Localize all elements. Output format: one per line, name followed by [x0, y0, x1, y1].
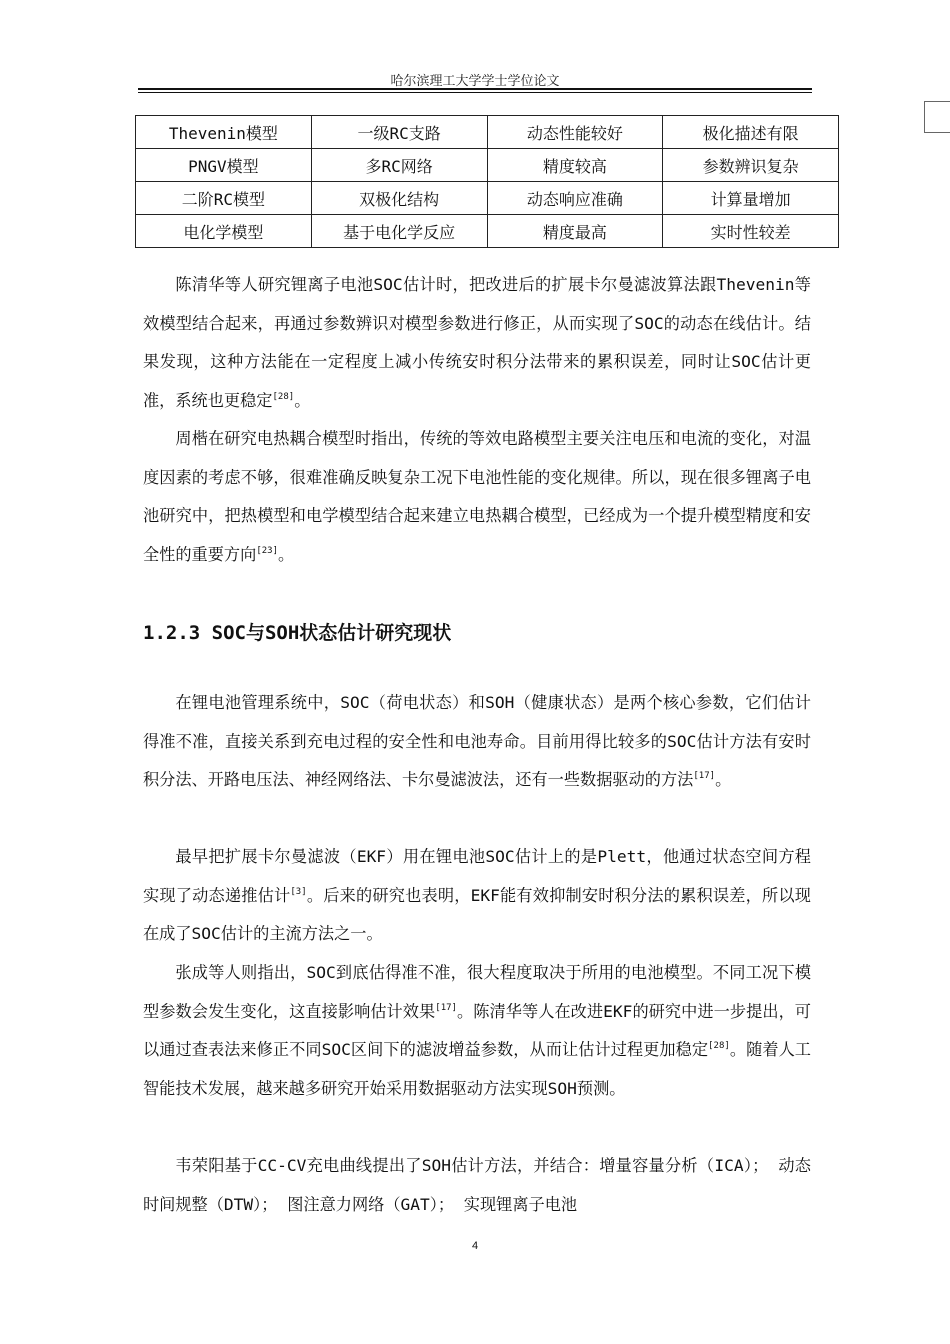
table-cell: 实时性较差	[663, 215, 839, 248]
paragraph-5: 张成等人则指出，SOC到底估得准不准，很大程度取决于所用的电池模型。不同工况下模型参数会发生变化，这直接影响估计效果[17]。陈清华等人在改进EKF的研究中进一步提出，可以通过查表法来修正不同SOC区间下的滤波增益参数，从而让估计过程更加稳定[28]。随着人工智能技术发展，越来越多研究开始采用数据驱动方法实现SOH预测。	[143, 963, 811, 1098]
paragraph-6: 韦荣阳基于CC-CV充电曲线提出了SOH估计方法，并结合：增量容量分析（ICA）； 动态时间规整（DTW）； 图注意力网络（GAT）； 实现锂离子电池	[143, 1156, 811, 1214]
paragraph-4: 最早把扩展卡尔曼滤波（EKF）用在锂电池SOC估计上的是Plett，他通过状态空间方程实现了动态递推估计[3]。后来的研究也表明，EKF能有效抑制安时积分法的累积误差，所以现在成了SOC估计的主流方法之一。	[143, 847, 811, 943]
table-cell: 极化描述有限	[663, 116, 839, 149]
table-cell: 电化学模型	[136, 215, 312, 248]
table-cell: 参数辨识复杂	[663, 149, 839, 182]
table-row	[136, 116, 839, 149]
table-row	[136, 149, 839, 182]
header-rule-thick	[138, 88, 812, 90]
running-header: 哈尔滨理工大学学士学位论文	[390, 74, 560, 89]
paragraph-3: 在锂电池管理系统中，SOC（荷电状态）和SOH（健康状态）是两个核心参数，它们估计得准不准，直接关系到充电过程的安全性和电池寿命。目前用得比较多的SOC估计方法有安时积分法、开路电压法、神经网络法、卡尔曼滤波法，还有一些数据驱动的方法[17]。	[143, 693, 811, 789]
citation: [28]	[708, 1041, 730, 1051]
table-cell: 二阶RC模型	[136, 182, 312, 215]
table-cell: 多RC网络	[311, 149, 487, 182]
model-comparison-table	[135, 115, 839, 248]
page-corner-marker	[924, 101, 950, 133]
header-rule-thin	[138, 92, 812, 93]
table-cell: 精度最高	[487, 215, 663, 248]
citation: [23]	[256, 545, 278, 556]
table-cell: 精度较高	[487, 149, 663, 182]
table-cell: 动态响应准确	[487, 182, 663, 215]
table-cell: 基于电化学反应	[311, 215, 487, 248]
citation: [17]	[435, 1002, 457, 1013]
page-number: 4	[471, 1240, 479, 1252]
table-row	[136, 182, 839, 215]
citation: [28]	[272, 391, 295, 402]
table-cell: PNGV模型	[136, 149, 312, 182]
table-cell: Thevenin模型	[136, 116, 312, 149]
table-row	[136, 215, 839, 248]
paragraph-2: 周楷在研究电热耦合模型时指出，传统的等效电路模型主要关注电压和电流的变化，对温度因素的考虑不够，很难准确反映复杂工况下电池性能的变化规律。所以，现在很多锂离子电池研究中，把热模型和电学模型结合起来建立电热耦合模型，已经成为一个提升模型精度和安全性的重要方向[23]。	[143, 429, 811, 564]
table-cell: 双极化结构	[311, 182, 487, 215]
table-cell: 计算量增加	[663, 182, 839, 215]
table-cell: 动态性能较好	[487, 116, 663, 149]
section-heading: 1.2.3 SOC与SOH状态估计研究现状	[143, 622, 452, 644]
citation: [3]	[290, 886, 307, 897]
table-cell: 一级RC支路	[311, 116, 487, 149]
paragraph-1: 陈清华等人研究锂离子电池SOC估计时，把改进后的扩展卡尔曼滤波算法跟Thevenin等效模型结合起来，再通过参数辨识对模型参数进行修正，从而实现了SOC的动态在线估计。结果发现，这种方法能在一定程度上减小传统安时积分法带来的累积误差，同时让SOC估计更准，系统也更稳定[28]。	[143, 275, 811, 410]
citation: [17]	[693, 771, 716, 781]
